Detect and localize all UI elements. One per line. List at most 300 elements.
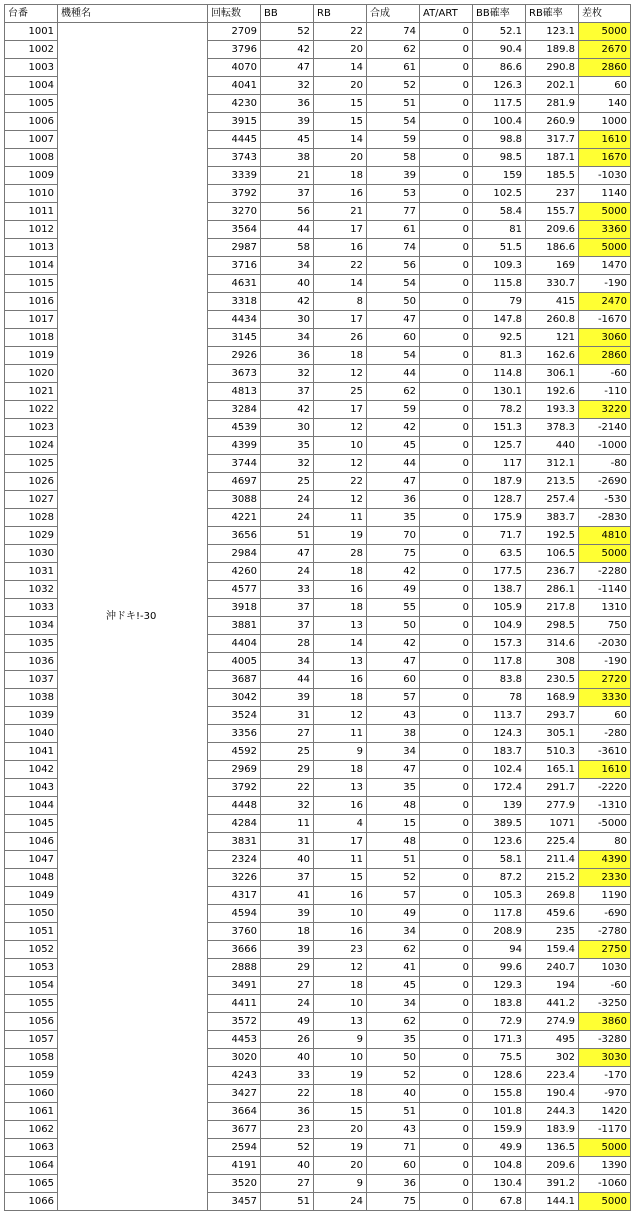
- cell-rb: 13: [314, 1013, 367, 1031]
- cell-bb-rate: 125.7: [473, 437, 526, 455]
- cell-at-art: 0: [420, 1013, 473, 1031]
- cell-total: 35: [367, 1031, 420, 1049]
- cell-bb-rate: 187.9: [473, 473, 526, 491]
- cell-total: 58: [367, 149, 420, 167]
- cell-bb: 25: [261, 743, 314, 761]
- cell-unit-number: 1051: [5, 923, 58, 941]
- cell-spins: 3284: [208, 401, 261, 419]
- cell-spins: 3918: [208, 599, 261, 617]
- cell-diff: 60: [579, 77, 631, 95]
- cell-diff: -60: [579, 977, 631, 995]
- cell-rb-rate: 240.7: [526, 959, 579, 977]
- cell-bb: 11: [261, 815, 314, 833]
- cell-bb-rate: 130.4: [473, 1175, 526, 1193]
- cell-diff: 1670: [579, 149, 631, 167]
- cell-bb-rate: 177.5: [473, 563, 526, 581]
- cell-spins: 2926: [208, 347, 261, 365]
- cell-diff: -1030: [579, 167, 631, 185]
- cell-diff: 1610: [579, 131, 631, 149]
- cell-diff: 1190: [579, 887, 631, 905]
- cell-total: 44: [367, 365, 420, 383]
- cell-bb-rate: 81: [473, 221, 526, 239]
- cell-unit-number: 1033: [5, 599, 58, 617]
- cell-unit-number: 1057: [5, 1031, 58, 1049]
- cell-at-art: 0: [420, 995, 473, 1013]
- cell-bb-rate: 109.3: [473, 257, 526, 275]
- cell-bb: 35: [261, 437, 314, 455]
- cell-bb-rate: 63.5: [473, 545, 526, 563]
- cell-bb: 22: [261, 779, 314, 797]
- cell-rb: 13: [314, 617, 367, 635]
- cell-total: 48: [367, 797, 420, 815]
- cell-bb: 47: [261, 545, 314, 563]
- cell-rb: 12: [314, 365, 367, 383]
- cell-bb: 40: [261, 851, 314, 869]
- cell-spins: 3318: [208, 293, 261, 311]
- cell-total: 50: [367, 293, 420, 311]
- cell-at-art: 0: [420, 167, 473, 185]
- cell-at-art: 0: [420, 1193, 473, 1211]
- cell-at-art: 0: [420, 131, 473, 149]
- cell-rb: 10: [314, 1049, 367, 1067]
- cell-diff: 2720: [579, 671, 631, 689]
- cell-rb: 26: [314, 329, 367, 347]
- header-rb: RB: [314, 5, 367, 23]
- cell-unit-number: 1024: [5, 437, 58, 455]
- cell-bb-rate: 147.8: [473, 311, 526, 329]
- header-unit-number: 台番: [5, 5, 58, 23]
- cell-rb: 17: [314, 221, 367, 239]
- cell-unit-number: 1053: [5, 959, 58, 977]
- cell-bb-rate: 159.9: [473, 1121, 526, 1139]
- cell-unit-number: 1062: [5, 1121, 58, 1139]
- cell-at-art: 0: [420, 491, 473, 509]
- cell-total: 47: [367, 653, 420, 671]
- cell-total: 77: [367, 203, 420, 221]
- cell-total: 47: [367, 311, 420, 329]
- cell-bb: 25: [261, 473, 314, 491]
- cell-spins: 4445: [208, 131, 261, 149]
- cell-spins: 3915: [208, 113, 261, 131]
- cell-bb: 38: [261, 149, 314, 167]
- cell-spins: 4243: [208, 1067, 261, 1085]
- cell-unit-number: 1027: [5, 491, 58, 509]
- cell-at-art: 0: [420, 383, 473, 401]
- cell-diff: -190: [579, 275, 631, 293]
- cell-spins: 2987: [208, 239, 261, 257]
- cell-unit-number: 1001: [5, 23, 58, 41]
- cell-bb-rate: 58.1: [473, 851, 526, 869]
- cell-at-art: 0: [420, 95, 473, 113]
- cell-spins: 4005: [208, 653, 261, 671]
- cell-bb-rate: 105.3: [473, 887, 526, 905]
- cell-rb-rate: 291.7: [526, 779, 579, 797]
- cell-diff: 2470: [579, 293, 631, 311]
- cell-rb-rate: 306.1: [526, 365, 579, 383]
- cell-at-art: 0: [420, 977, 473, 995]
- cell-at-art: 0: [420, 851, 473, 869]
- cell-rb: 19: [314, 1067, 367, 1085]
- cell-bb: 28: [261, 635, 314, 653]
- cell-diff: 80: [579, 833, 631, 851]
- cell-unit-number: 1039: [5, 707, 58, 725]
- cell-rb-rate: 459.6: [526, 905, 579, 923]
- cell-unit-number: 1052: [5, 941, 58, 959]
- cell-total: 50: [367, 617, 420, 635]
- cell-unit-number: 1066: [5, 1193, 58, 1211]
- cell-spins: 4411: [208, 995, 261, 1013]
- cell-total: 34: [367, 743, 420, 761]
- cell-spins: 2709: [208, 23, 261, 41]
- cell-diff: -2690: [579, 473, 631, 491]
- cell-total: 34: [367, 923, 420, 941]
- cell-total: 57: [367, 887, 420, 905]
- cell-rb: 14: [314, 59, 367, 77]
- cell-bb-rate: 75.5: [473, 1049, 526, 1067]
- cell-machine-name: 沖ドキ!-30: [58, 23, 208, 1211]
- cell-rb-rate: 260.9: [526, 113, 579, 131]
- cell-rb: 19: [314, 1139, 367, 1157]
- cell-rb: 20: [314, 41, 367, 59]
- cell-spins: 2324: [208, 851, 261, 869]
- cell-rb-rate: 274.9: [526, 1013, 579, 1031]
- cell-rb-rate: 193.3: [526, 401, 579, 419]
- cell-rb-rate: 186.6: [526, 239, 579, 257]
- cell-spins: 4404: [208, 635, 261, 653]
- cell-total: 47: [367, 473, 420, 491]
- cell-diff: -110: [579, 383, 631, 401]
- cell-diff: -2220: [579, 779, 631, 797]
- cell-bb-rate: 98.5: [473, 149, 526, 167]
- cell-bb: 36: [261, 347, 314, 365]
- cell-rb: 18: [314, 563, 367, 581]
- cell-rb: 24: [314, 1193, 367, 1211]
- cell-at-art: 0: [420, 59, 473, 77]
- cell-rb-rate: 378.3: [526, 419, 579, 437]
- cell-spins: 3743: [208, 149, 261, 167]
- header-diff: 差枚: [579, 5, 631, 23]
- cell-bb: 37: [261, 383, 314, 401]
- cell-bb: 31: [261, 707, 314, 725]
- cell-rb-rate: 162.6: [526, 347, 579, 365]
- cell-rb-rate: 286.1: [526, 581, 579, 599]
- cell-at-art: 0: [420, 635, 473, 653]
- cell-rb: 10: [314, 905, 367, 923]
- cell-at-art: 0: [420, 365, 473, 383]
- cell-bb-rate: 126.3: [473, 77, 526, 95]
- cell-rb-rate: 260.8: [526, 311, 579, 329]
- cell-rb-rate: 106.5: [526, 545, 579, 563]
- cell-diff: 140: [579, 95, 631, 113]
- cell-bb-rate: 117: [473, 455, 526, 473]
- cell-rb-rate: 159.4: [526, 941, 579, 959]
- cell-spins: 4434: [208, 311, 261, 329]
- header-row: [5, 5, 631, 23]
- cell-bb-rate: 72.9: [473, 1013, 526, 1031]
- cell-diff: 1030: [579, 959, 631, 977]
- cell-at-art: 0: [420, 527, 473, 545]
- cell-total: 75: [367, 545, 420, 563]
- cell-spins: 3226: [208, 869, 261, 887]
- cell-spins: 3881: [208, 617, 261, 635]
- cell-bb-rate: 117.5: [473, 95, 526, 113]
- cell-spins: 2984: [208, 545, 261, 563]
- cell-spins: 4284: [208, 815, 261, 833]
- cell-bb: 33: [261, 581, 314, 599]
- cell-diff: 3360: [579, 221, 631, 239]
- cell-rb-rate: 293.7: [526, 707, 579, 725]
- cell-total: 36: [367, 1175, 420, 1193]
- cell-diff: 1390: [579, 1157, 631, 1175]
- cell-rb-rate: 194: [526, 977, 579, 995]
- cell-diff: -3610: [579, 743, 631, 761]
- cell-bb: 39: [261, 905, 314, 923]
- cell-spins: 3356: [208, 725, 261, 743]
- cell-rb-rate: 144.1: [526, 1193, 579, 1211]
- cell-bb: 44: [261, 671, 314, 689]
- cell-at-art: 0: [420, 113, 473, 131]
- cell-bb-rate: 104.9: [473, 617, 526, 635]
- cell-bb: 33: [261, 1067, 314, 1085]
- cell-bb-rate: 114.8: [473, 365, 526, 383]
- cell-at-art: 0: [420, 959, 473, 977]
- cell-spins: 4317: [208, 887, 261, 905]
- cell-rb-rate: 215.2: [526, 869, 579, 887]
- cell-bb-rate: 101.8: [473, 1103, 526, 1121]
- cell-total: 45: [367, 977, 420, 995]
- cell-spins: 3524: [208, 707, 261, 725]
- cell-unit-number: 1023: [5, 419, 58, 437]
- cell-at-art: 0: [420, 1157, 473, 1175]
- cell-total: 47: [367, 761, 420, 779]
- cell-unit-number: 1049: [5, 887, 58, 905]
- cell-diff: 1470: [579, 257, 631, 275]
- cell-rb: 8: [314, 293, 367, 311]
- cell-unit-number: 1007: [5, 131, 58, 149]
- cell-bb-rate: 123.6: [473, 833, 526, 851]
- cell-total: 57: [367, 689, 420, 707]
- cell-bb: 52: [261, 23, 314, 41]
- cell-bb-rate: 157.3: [473, 635, 526, 653]
- cell-total: 36: [367, 491, 420, 509]
- cell-at-art: 0: [420, 779, 473, 797]
- cell-unit-number: 1008: [5, 149, 58, 167]
- cell-bb: 22: [261, 1085, 314, 1103]
- cell-rb-rate: 225.4: [526, 833, 579, 851]
- cell-total: 62: [367, 1013, 420, 1031]
- cell-bb: 30: [261, 311, 314, 329]
- cell-at-art: 0: [420, 419, 473, 437]
- cell-total: 60: [367, 329, 420, 347]
- cell-at-art: 0: [420, 905, 473, 923]
- cell-spins: 2969: [208, 761, 261, 779]
- cell-bb: 40: [261, 275, 314, 293]
- cell-bb-rate: 83.8: [473, 671, 526, 689]
- cell-diff: 3220: [579, 401, 631, 419]
- cell-at-art: 0: [420, 671, 473, 689]
- cell-total: 34: [367, 995, 420, 1013]
- cell-diff: 4390: [579, 851, 631, 869]
- cell-rb-rate: 211.4: [526, 851, 579, 869]
- cell-at-art: 0: [420, 833, 473, 851]
- cell-bb-rate: 98.8: [473, 131, 526, 149]
- cell-rb: 14: [314, 635, 367, 653]
- cell-spins: 3666: [208, 941, 261, 959]
- cell-unit-number: 1031: [5, 563, 58, 581]
- cell-at-art: 0: [420, 743, 473, 761]
- cell-bb: 41: [261, 887, 314, 905]
- cell-spins: 3564: [208, 221, 261, 239]
- cell-spins: 3687: [208, 671, 261, 689]
- cell-rb: 15: [314, 1103, 367, 1121]
- cell-unit-number: 1041: [5, 743, 58, 761]
- cell-bb: 37: [261, 869, 314, 887]
- cell-rb: 11: [314, 509, 367, 527]
- cell-bb-rate: 94: [473, 941, 526, 959]
- cell-at-art: 0: [420, 923, 473, 941]
- cell-bb-rate: 117.8: [473, 905, 526, 923]
- cell-rb: 22: [314, 23, 367, 41]
- cell-rb: 20: [314, 1157, 367, 1175]
- cell-rb-rate: 317.7: [526, 131, 579, 149]
- cell-unit-number: 1016: [5, 293, 58, 311]
- cell-spins: 3744: [208, 455, 261, 473]
- cell-rb: 18: [314, 1085, 367, 1103]
- cell-bb: 40: [261, 1049, 314, 1067]
- cell-rb: 13: [314, 779, 367, 797]
- cell-spins: 4070: [208, 59, 261, 77]
- cell-bb: 27: [261, 725, 314, 743]
- cell-rb: 12: [314, 455, 367, 473]
- cell-unit-number: 1030: [5, 545, 58, 563]
- cell-bb-rate: 151.3: [473, 419, 526, 437]
- cell-bb-rate: 129.3: [473, 977, 526, 995]
- cell-spins: 4260: [208, 563, 261, 581]
- cell-bb: 42: [261, 401, 314, 419]
- cell-at-art: 0: [420, 887, 473, 905]
- cell-unit-number: 1019: [5, 347, 58, 365]
- cell-total: 52: [367, 869, 420, 887]
- cell-bb-rate: 78.2: [473, 401, 526, 419]
- cell-at-art: 0: [420, 1085, 473, 1103]
- cell-rb: 16: [314, 239, 367, 257]
- cell-bb-rate: 100.4: [473, 113, 526, 131]
- cell-bb: 56: [261, 203, 314, 221]
- cell-spins: 4697: [208, 473, 261, 491]
- cell-rb: 16: [314, 581, 367, 599]
- cell-diff: 2860: [579, 59, 631, 77]
- cell-bb: 47: [261, 59, 314, 77]
- cell-spins: 3792: [208, 185, 261, 203]
- cell-rb: 13: [314, 653, 367, 671]
- cell-rb: 15: [314, 869, 367, 887]
- cell-diff: 2860: [579, 347, 631, 365]
- cell-bb: 32: [261, 365, 314, 383]
- cell-unit-number: 1055: [5, 995, 58, 1013]
- cell-bb: 58: [261, 239, 314, 257]
- cell-bb-rate: 128.6: [473, 1067, 526, 1085]
- cell-bb-rate: 117.8: [473, 653, 526, 671]
- cell-bb-rate: 124.3: [473, 725, 526, 743]
- cell-diff: -60: [579, 365, 631, 383]
- cell-at-art: 0: [420, 401, 473, 419]
- cell-diff: 5000: [579, 203, 631, 221]
- cell-rb-rate: 136.5: [526, 1139, 579, 1157]
- cell-rb: 17: [314, 311, 367, 329]
- cell-at-art: 0: [420, 617, 473, 635]
- cell-at-art: 0: [420, 761, 473, 779]
- cell-total: 54: [367, 275, 420, 293]
- cell-rb-rate: 314.6: [526, 635, 579, 653]
- cell-spins: 3270: [208, 203, 261, 221]
- cell-total: 42: [367, 635, 420, 653]
- cell-spins: 4399: [208, 437, 261, 455]
- cell-bb-rate: 130.1: [473, 383, 526, 401]
- cell-diff: 1310: [579, 599, 631, 617]
- cell-unit-number: 1004: [5, 77, 58, 95]
- cell-diff: 3330: [579, 689, 631, 707]
- cell-bb: 37: [261, 599, 314, 617]
- cell-total: 70: [367, 527, 420, 545]
- cell-unit-number: 1026: [5, 473, 58, 491]
- cell-total: 45: [367, 437, 420, 455]
- cell-bb-rate: 104.8: [473, 1157, 526, 1175]
- cell-rb-rate: 235: [526, 923, 579, 941]
- cell-bb: 32: [261, 797, 314, 815]
- cell-at-art: 0: [420, 203, 473, 221]
- cell-at-art: 0: [420, 653, 473, 671]
- cell-total: 52: [367, 77, 420, 95]
- cell-bb: 32: [261, 77, 314, 95]
- cell-rb: 18: [314, 599, 367, 617]
- cell-spins: 4453: [208, 1031, 261, 1049]
- cell-bb: 29: [261, 959, 314, 977]
- cell-rb: 12: [314, 419, 367, 437]
- cell-total: 60: [367, 671, 420, 689]
- cell-rb-rate: 244.3: [526, 1103, 579, 1121]
- cell-diff: 1140: [579, 185, 631, 203]
- cell-at-art: 0: [420, 257, 473, 275]
- cell-rb-rate: 1071: [526, 815, 579, 833]
- cell-unit-number: 1005: [5, 95, 58, 113]
- header-rb-rate: RB確率: [526, 5, 579, 23]
- cell-unit-number: 1058: [5, 1049, 58, 1067]
- cell-at-art: 0: [420, 1139, 473, 1157]
- cell-bb: 42: [261, 293, 314, 311]
- cell-diff: -2780: [579, 923, 631, 941]
- cell-at-art: 0: [420, 689, 473, 707]
- cell-at-art: 0: [420, 1103, 473, 1121]
- cell-rb-rate: 290.8: [526, 59, 579, 77]
- cell-bb-rate: 102.5: [473, 185, 526, 203]
- cell-diff: -2280: [579, 563, 631, 581]
- cell-diff: -190: [579, 653, 631, 671]
- cell-rb: 15: [314, 95, 367, 113]
- cell-spins: 3796: [208, 41, 261, 59]
- cell-bb: 32: [261, 455, 314, 473]
- cell-total: 54: [367, 347, 420, 365]
- cell-spins: 3020: [208, 1049, 261, 1067]
- cell-spins: 3339: [208, 167, 261, 185]
- cell-diff: 3030: [579, 1049, 631, 1067]
- cell-rb-rate: 277.9: [526, 797, 579, 815]
- cell-unit-number: 1021: [5, 383, 58, 401]
- cell-at-art: 0: [420, 707, 473, 725]
- cell-diff: 1000: [579, 113, 631, 131]
- cell-diff: -1310: [579, 797, 631, 815]
- cell-total: 41: [367, 959, 420, 977]
- cell-spins: 4577: [208, 581, 261, 599]
